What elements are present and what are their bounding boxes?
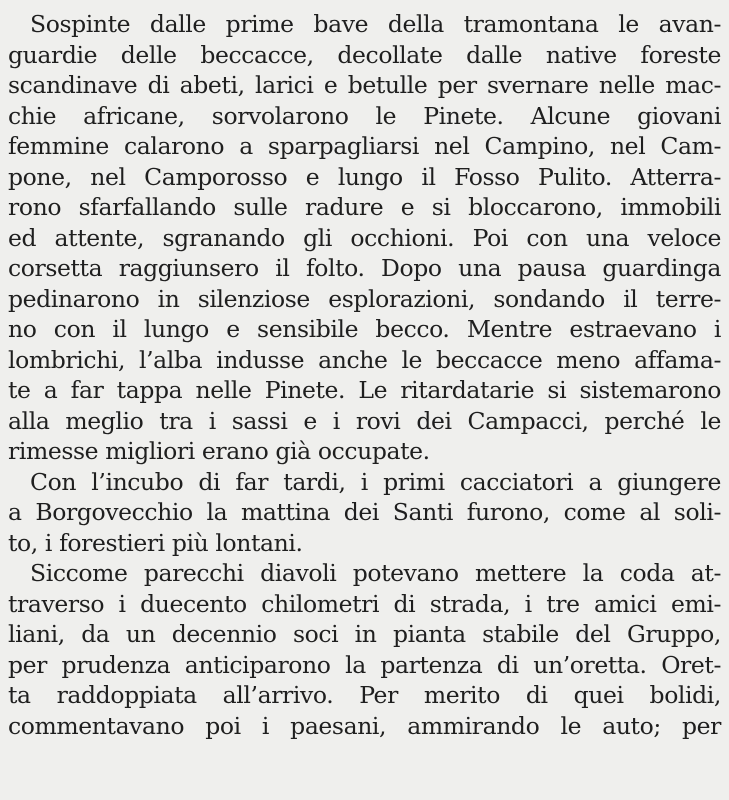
text-line: scandinave di abeti, larici e betulle per svernare nelle mac- [8,71,721,99]
text-line: to, i forestieri più lontani. [8,528,303,557]
text-line: ta raddoppiata all’arrivo. Per merito di quei bolidi, [8,681,721,709]
text-line: rono sfarfallando sulle radure e si bloccarono, immobili [8,193,721,221]
text-line: pone, nel Camporosso e lungo il Fosso Pulito. Atterra- [8,162,721,191]
paragraph-2 [8,467,721,559]
text-line: ed attente, sgranando gli occhioni. Poi con una veloce [8,223,721,252]
text-line: no con il lungo e sensibile becco. Mentre estraevano i [8,315,721,343]
text-line: liani, da un decennio soci in pianta stabile del Gruppo, [8,620,721,648]
paragraph-3 [8,558,721,741]
text-line: commentavano poi i paesani, ammirando le auto; per [8,711,721,740]
text-line: traverso i duecento chilometri di strada, i tre amici emi- [8,589,721,618]
text-line: te a far tappa nelle Pinete. Le ritardatarie si sistemarono [8,376,721,404]
text-line: pedinarono in silenziose esplorazioni, sondando il terre- [8,284,721,313]
text-line: corsetta raggiunsero il folto. Dopo una pausa guardinga [8,254,721,282]
text-line: Con l’incubo di far tardi, i primi cacciatori a giungere [30,467,721,496]
text-line: per prudenza anticiparono la partenza di un’oretta. Oret- [8,650,721,679]
text-line: alla meglio tra i sassi e i rovi dei Campacci, perché le [8,406,721,435]
paragraph-1 [8,9,721,467]
text-line: a Borgovecchio la mattina dei Santi furono, come al soli- [8,498,721,526]
text-line: Sospinte dalle prime bave della tramontana le avan- [30,10,721,38]
text-line: femmine calarono a sparpagliarsi nel Campino, nel Cam- [8,132,721,160]
text-line: rimesse migliori erano già occupate. [8,437,430,465]
text-body [8,9,721,741]
text-line: lombrichi, l’alba indusse anche le beccacce meno affama- [8,345,721,374]
text-line: guardie delle beccacce, decollate dalle native foreste [8,40,721,69]
text-line: Siccome parecchi diavoli potevano mettere la coda at- [30,559,721,587]
text-line: chie africane, sorvolarono le Pinete. Alcune giovani [8,101,721,130]
